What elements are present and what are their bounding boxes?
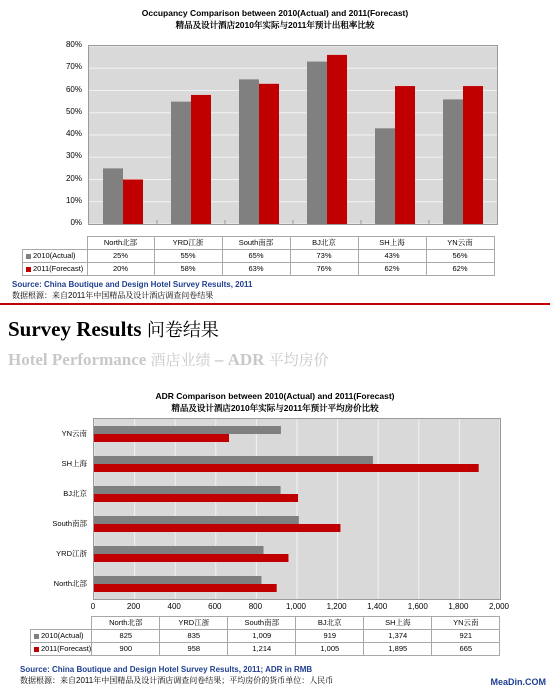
bar-forecast-5 [94, 434, 229, 442]
table-cell: 1,214 [228, 643, 296, 656]
bar-forecast-1 [191, 95, 211, 224]
table-cell: 76% [290, 263, 358, 276]
table-cell: 825 [92, 630, 160, 643]
bar-actual-5 [94, 426, 281, 434]
x-tick-label: 1,800 [448, 602, 469, 611]
category-label: North北部 [53, 579, 87, 588]
bar-forecast-0 [123, 180, 143, 225]
table-col-sh: SH上海 [358, 237, 426, 250]
adr-source-en: Source: China Boutique and Design Hotel Survey Results, 2011; ADR in RMB [20, 665, 313, 674]
y-tick-label: 10% [65, 195, 82, 205]
table-col-bj: BJ北京 [296, 617, 364, 630]
occupancy-table-header [23, 237, 495, 250]
slide-subtitle-en: Hotel Performance [8, 350, 147, 369]
slide-subtitle-adr: ADR [227, 350, 265, 369]
occupancy-chart-subtitle: 精品及设计酒店2010年实际与2011年预计出租率比较 [175, 20, 375, 30]
table-cell: 43% [358, 250, 426, 263]
bar-actual-4 [375, 128, 395, 224]
bar-forecast-5 [463, 86, 483, 224]
table-col-yn: YN云南 [426, 237, 494, 250]
bar-forecast-2 [259, 84, 279, 224]
table-cell: 20% [87, 263, 154, 276]
table-cell: 958 [160, 643, 228, 656]
legend-swatch-actual [26, 254, 31, 259]
category-label: YRD江浙 [56, 549, 87, 558]
category-label: BJ北京 [63, 489, 87, 498]
bar-actual-4 [94, 456, 373, 464]
bar-actual-5 [443, 99, 463, 224]
table-cell: 919 [296, 630, 364, 643]
table-cell: 921 [432, 630, 500, 643]
table-cell: 63% [222, 263, 290, 276]
slide-subtitle-separator: – [210, 350, 228, 369]
table-cell: 1,895 [364, 643, 432, 656]
occupancy-source-en: Source: China Boutique and Design Hotel Survey Results, 2011 [12, 280, 253, 289]
x-tick-label: 200 [126, 602, 141, 611]
slide-subtitle [8, 349, 329, 370]
table-col-north: North北部 [92, 617, 160, 630]
row-label: 2010(Actual) [33, 251, 76, 260]
slide-subtitle-adr-cn: 平均房价 [268, 351, 329, 369]
row-label: 2010(Actual) [41, 631, 84, 640]
table-col-sh: SH上海 [364, 617, 432, 630]
bar-forecast-0 [94, 584, 277, 592]
site-watermark: MeaDin.COM [490, 677, 546, 687]
bar-actual-2 [94, 516, 299, 524]
table-cell: 835 [160, 630, 228, 643]
bar-forecast-4 [395, 86, 415, 224]
adr-bars [94, 419, 500, 599]
table-col-south: South南部 [228, 617, 296, 630]
legend-swatch-forecast [26, 267, 31, 272]
category-label: YN云南 [61, 429, 87, 438]
x-tick-label: 1,600 [407, 602, 428, 611]
table-cell: 1,009 [228, 630, 296, 643]
bar-forecast-4 [94, 464, 479, 472]
table-row [31, 630, 500, 643]
legend-swatch-forecast [34, 647, 39, 652]
adr-source-cn: 数据根源：来自2011年中国精品及设计酒店调查问卷结果；平均房价的货币单位：人民币 [20, 676, 334, 685]
bar-forecast-3 [327, 55, 347, 224]
y-tick-label: 40% [65, 129, 82, 138]
table-col-yrd: YRD江浙 [160, 617, 228, 630]
bar-actual-1 [94, 546, 264, 554]
adr-table-header [31, 617, 500, 630]
slide-title [8, 316, 219, 342]
bar-forecast-2 [94, 524, 340, 532]
table-col-bj: BJ北京 [290, 237, 358, 250]
slide-title-cn: 问卷结果 [146, 320, 219, 341]
bar-forecast-1 [94, 554, 288, 562]
adr-data-table [30, 616, 500, 656]
x-tick-label: 2,000 [488, 602, 510, 611]
category-label: South南部 [52, 519, 87, 528]
table-col-yrd: YRD江浙 [154, 237, 222, 250]
table-cell: 25% [87, 250, 154, 263]
table-cell: 55% [154, 250, 222, 263]
y-tick-label: 70% [65, 62, 82, 72]
bar-actual-1 [171, 102, 191, 224]
table-row [31, 643, 500, 656]
bar-forecast-3 [94, 494, 298, 502]
occupancy-data-table [22, 236, 495, 276]
category-label: SH上海 [61, 459, 87, 468]
bar-actual-3 [307, 62, 327, 224]
adr-chart-title: ADR Comparison between 2010(Actual) and 2011(Forecast) [155, 391, 395, 401]
occupancy-chart-title: Occupancy Comparison between 2010(Actual) and 2011(Forecast) [141, 8, 409, 18]
table-cell: 58% [154, 263, 222, 276]
slide-title-en: Survey Results [8, 317, 142, 341]
x-tick-label: 400 [167, 602, 181, 611]
table-cell: 65% [222, 250, 290, 263]
table-cell: 665 [432, 643, 500, 656]
table-cell: 56% [426, 250, 494, 263]
y-tick-label: 50% [65, 106, 82, 116]
table-cell: 900 [92, 643, 160, 656]
bar-actual-2 [239, 79, 259, 224]
x-tick-label: 1,400 [367, 602, 388, 611]
x-tick-label: 0 [90, 602, 96, 611]
section-divider [0, 303, 550, 305]
table-col-yn: YN云南 [432, 617, 500, 630]
table-col-north: North北部 [87, 237, 154, 250]
table-col-south: South南部 [222, 237, 290, 250]
occupancy-source-cn: 数据根源：来自2011年中国精品及设计酒店调查问卷结果 [12, 291, 214, 300]
y-tick-label: 60% [65, 84, 82, 94]
y-tick-label: 0% [70, 218, 82, 227]
table-cell: 62% [426, 263, 494, 276]
x-tick-label: 1,000 [285, 602, 307, 611]
bar-actual-3 [94, 486, 281, 494]
x-tick-label: 1,200 [326, 602, 347, 611]
adr-plot-area [93, 418, 501, 600]
adr-chart-subtitle: 精品及设计酒店2010年实际与2011年预计平均房价比较 [171, 403, 379, 413]
x-tick-label: 600 [208, 602, 222, 611]
table-cell: 1,005 [296, 643, 364, 656]
legend-swatch-actual [34, 634, 39, 639]
slide-subtitle-cn: 酒店业绩 [150, 351, 211, 369]
y-tick-label: 30% [65, 151, 82, 161]
bar-actual-0 [103, 168, 123, 224]
x-tick-label: 800 [248, 602, 263, 611]
row-label: 2011(Forecast) [33, 264, 84, 273]
table-cell: 62% [358, 263, 426, 276]
occupancy-plot-area [88, 45, 498, 225]
table-row [23, 250, 495, 263]
table-cell: 73% [290, 250, 358, 263]
table-row [23, 263, 495, 276]
bar-actual-0 [94, 576, 261, 584]
occupancy-bars [89, 46, 497, 224]
row-label: 2011(Forecast) [41, 644, 92, 653]
table-cell: 1,374 [364, 630, 432, 643]
y-tick-label: 20% [65, 173, 82, 183]
y-tick-label: 80% [65, 40, 82, 49]
